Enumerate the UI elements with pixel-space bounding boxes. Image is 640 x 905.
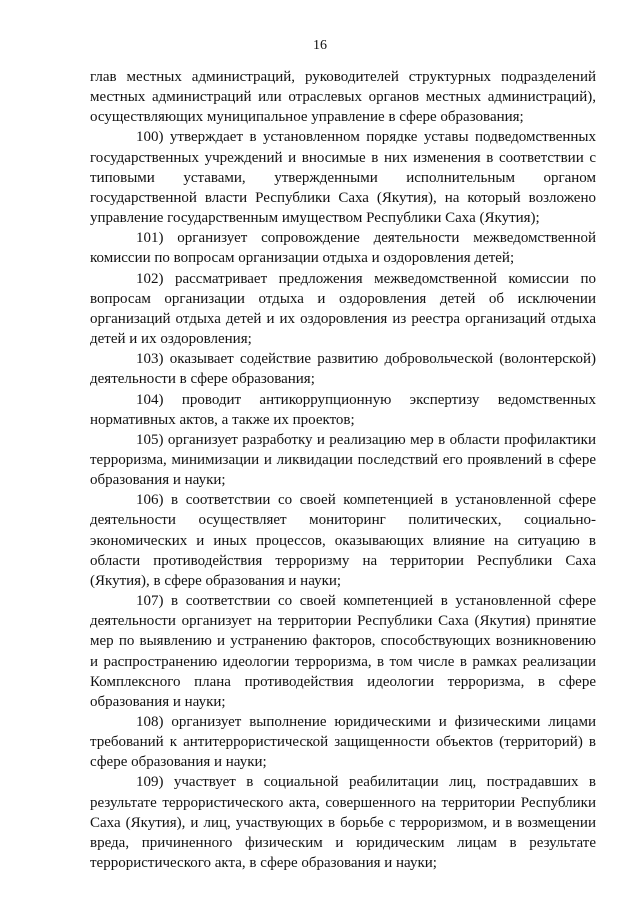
paragraph-item-104: 104) проводит антикоррупционную экспертизу ведомственных нормативных актов, а также их проектов; — [90, 391, 596, 428]
paragraph-item-105: 105) организует разработку и реализацию мер в области профилактики терроризма, минимизации и ликвидации последствий его проявлений в сфере образования и науки; — [90, 431, 596, 489]
paragraph-item-100: 100) утверждает в установленном порядке уставы подведомственных государственных учреждений и вносимые в них изменения в соответствии с типовыми уставами, утвержденными исполнительным органом государственной власти Республики Саха (Якутия), на который возложено управление государственным имуществом Республики Саха (Якутия); — [90, 129, 596, 227]
paragraph-item-106: 106) в соответствии со своей компетенцией в установленной сфере деятельности осуществляет мониторинг политических, социально-экономических и иных процессов, оказывающих влияние на ситуацию в области противодействия терроризму на территории Республики Саха (Якутия), в сфере образования и науки; — [90, 492, 596, 589]
paragraph-item-103: 103) оказывает содействие развитию добровольческой (волонтерской) деятельности в сфере образования; — [90, 351, 596, 388]
page-number: 16 — [313, 38, 327, 53]
paragraph-item-108: 108) организует выполнение юридическими и физическими лицами требований к антитеррористической защищенности объектов (территорий) в сфере образования и науки; — [90, 714, 596, 771]
paragraph-item-109: 109) участвует в социальной реабилитации лиц, пострадавших в результате террористического акта, совершенного на территории Республики Саха (Якутия), и лиц, участвующих в борьбе с терроризмом, и в возмещении вреда, причиненного физическим и юридическим лицам в результате террористического акта, в сфере образования и науки; — [90, 774, 596, 872]
paragraph-item-102: 102) рассматривает предложения межведомственной комиссии по вопросам организации отдыха и оздоровления детей об исключении организаций отдыха детей и их оздоровления из реестра организаций отдыха детей и их оздоровления; — [90, 270, 596, 348]
paragraph-continuation: глав местных администраций, руководителей структурных подразделений местных администраций или отраслевых органов местных администраций), осуществляющих муниципальное управление в сфере образования; — [90, 69, 596, 126]
paragraph-item-107: 107) в соответствии со своей компетенцией в установленной сфере деятельности организует на территории Республики Саха (Якутия) принятие мер по выявлению и устранению факторов, способствующих возникновению и распространению идеологии терроризма, в том числе в рамках реализации Комплексного плана противодействия идеологии терроризма, в сфере образования и науки; — [90, 593, 596, 710]
paragraph-item-101: 101) организует сопровождение деятельности межведомственной комиссии по вопросам организации отдыха и оздоровления детей; — [90, 230, 596, 267]
document-body — [90, 67, 596, 873]
